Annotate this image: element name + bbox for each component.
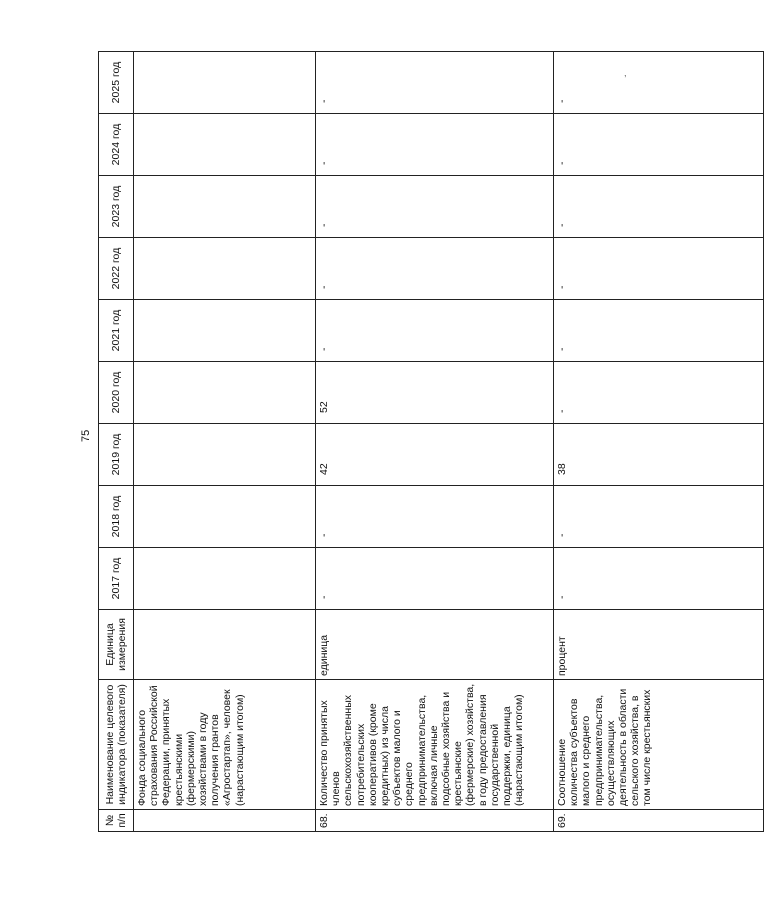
rotated-table-container <box>98 52 763 832</box>
header-unit: Единица измерения <box>99 610 134 680</box>
indicators-table <box>98 51 764 832</box>
row-num: 69. <box>554 810 764 832</box>
row-value-2024: - <box>316 114 554 176</box>
row-value-2018 <box>134 486 316 548</box>
row-value-2021: - <box>554 300 764 362</box>
row-value-2017 <box>134 548 316 610</box>
row-value-2022: - <box>554 238 764 300</box>
header-num: № п/п <box>99 810 134 832</box>
row-value-2024 <box>134 114 316 176</box>
header-2018: 2018 год <box>99 486 134 548</box>
row-value-2020 <box>134 362 316 424</box>
row-value-2021 <box>134 300 316 362</box>
row-indicator-name: Фонда социального страхования Российской Федерации, принятых крестьянскими (фермерскими) хозяйствами в году получения грантов «Агростартап», человек (нарастающим итогом) <box>134 680 316 810</box>
row-value-2019: 42 <box>316 424 554 486</box>
row-value-2017: - <box>316 548 554 610</box>
header-name: Наименование целевого индикатора (показателя) <box>99 680 134 810</box>
row-num: 68. <box>316 810 554 832</box>
row-value-2017: - <box>554 548 764 610</box>
header-2024: 2024 год <box>99 114 134 176</box>
header-2017: 2017 год <box>99 548 134 610</box>
row-value-2022 <box>134 238 316 300</box>
row-indicator-name: Соотношение количества субъектов малого и среднего предпринимательства, осуществляющих деятельность в области сельского хозяйства, в том числе крестьянских <box>554 680 764 810</box>
header-2023: 2023 год <box>99 176 134 238</box>
table-row <box>554 52 764 832</box>
row-unit: процент <box>554 610 764 680</box>
row-unit <box>134 610 316 680</box>
row-value-2023: - <box>554 176 764 238</box>
header-2019: 2019 год <box>99 424 134 486</box>
header-2022: 2022 год <box>99 238 134 300</box>
row-unit: единица <box>316 610 554 680</box>
row-value-2025: - <box>316 52 554 114</box>
row-value-2023 <box>134 176 316 238</box>
table-row <box>316 52 554 832</box>
margin-mark: , <box>624 68 627 78</box>
header-2025: 2025 год <box>99 52 134 114</box>
row-value-2020: - <box>554 362 764 424</box>
page-number: 75 <box>80 429 92 442</box>
header-2020: 2020 год <box>99 362 134 424</box>
row-value-2025 <box>134 52 316 114</box>
row-value-2023: - <box>316 176 554 238</box>
row-value-2021: - <box>316 300 554 362</box>
row-value-2019: 38 <box>554 424 764 486</box>
table-row <box>134 52 316 832</box>
row-value-2018: - <box>316 486 554 548</box>
row-value-2020: 52 <box>316 362 554 424</box>
header-row <box>99 52 134 832</box>
row-value-2022: - <box>316 238 554 300</box>
row-value-2024: - <box>554 114 764 176</box>
row-num <box>134 810 316 832</box>
header-2021: 2021 год <box>99 300 134 362</box>
row-value-2025: - <box>554 52 764 114</box>
row-value-2018: - <box>554 486 764 548</box>
row-indicator-name: Количество принятых членов сельскохозяйственных потребительских кооперативов (кроме кредитных) из числа субъектов малого и среднего предпринимательства, включая личные подсобные хозяйства и крестьянские (фермерские) хозяйства, в году предоставления государственной поддержки, единица (нарастающим итогом) <box>316 680 554 810</box>
row-value-2019 <box>134 424 316 486</box>
